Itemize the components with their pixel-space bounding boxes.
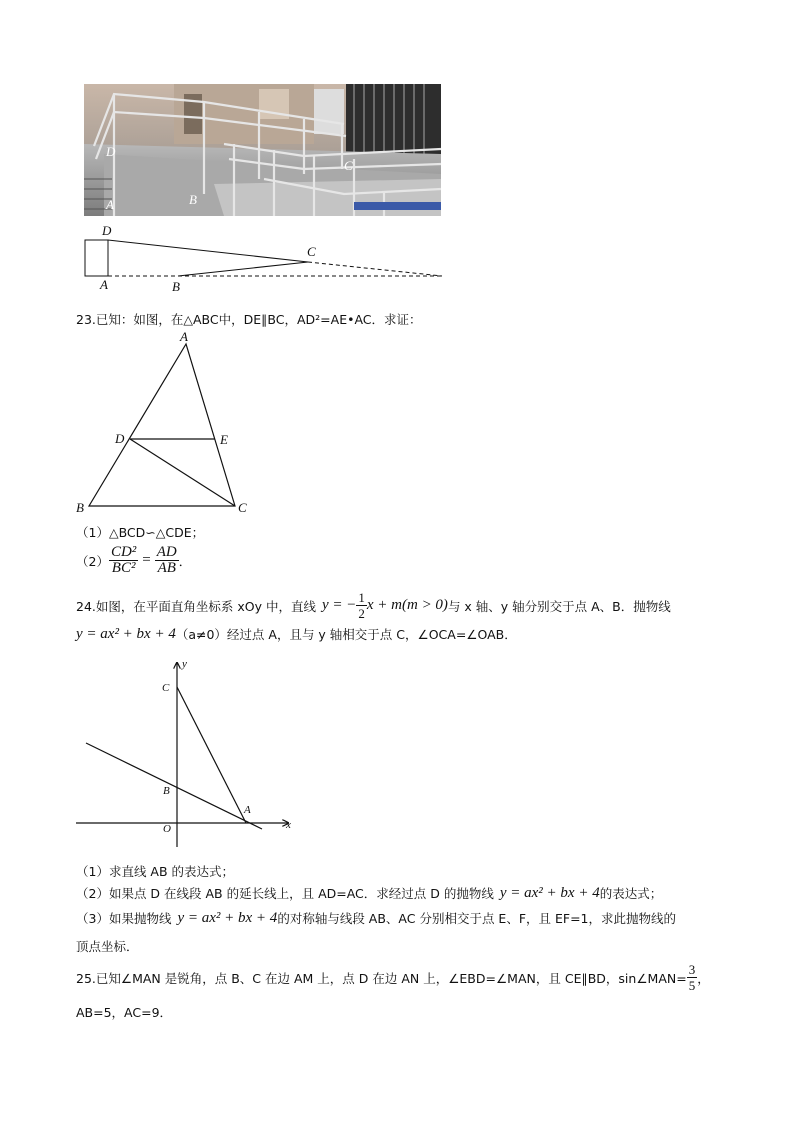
q24-stem-line2 bbox=[76, 625, 517, 643]
q24-part2 bbox=[76, 884, 662, 902]
photo-label-a: A bbox=[106, 197, 114, 212]
q25-frac bbox=[687, 962, 698, 993]
q23-frac2-den: AB bbox=[157, 560, 176, 576]
ramp-label-b: B bbox=[172, 279, 180, 294]
q23-part2-frac1 bbox=[109, 545, 138, 576]
q24-parabola: y = ax² + bx + 4 bbox=[76, 625, 176, 642]
ramp-label-d: D bbox=[102, 223, 112, 238]
q24-line-eq-pre: y = − bbox=[321, 597, 357, 613]
q24-part3 bbox=[76, 909, 676, 927]
q23-label-a: A bbox=[180, 329, 188, 344]
q25-stem-line1 bbox=[76, 962, 710, 993]
q24-part2-b: 的表达式； bbox=[599, 886, 663, 901]
ramp-label-c: C bbox=[307, 244, 316, 259]
ramp-diagram bbox=[80, 222, 450, 294]
q23-part2 bbox=[76, 545, 191, 576]
photo-label-c: C bbox=[344, 158, 353, 173]
q24-stem-line1 bbox=[76, 590, 671, 621]
q23-label-c: C bbox=[238, 500, 247, 515]
q23-figure bbox=[70, 328, 260, 520]
q25-stem-b: ， bbox=[697, 970, 710, 986]
q24-line-frac bbox=[356, 590, 367, 621]
q23-frac1-den: BC² bbox=[111, 560, 136, 576]
q24-part3-cont: 顶点坐标． bbox=[76, 939, 139, 954]
q24-part3-b: 的对称轴与线段 AB、AC 分别相交于点 E、F，且 EF=1，求此抛物线的 bbox=[277, 911, 676, 926]
q25-frac-den: 5 bbox=[688, 978, 696, 993]
q24-part2-a: （2）如果点 D 在线段 AB 的延长线上，且 AD=AC．求经过点 D 的抛物线 bbox=[76, 886, 494, 901]
q24-part3-a: （3）如果抛物线 bbox=[76, 911, 172, 926]
q23-frac1-num: CD² bbox=[110, 544, 137, 560]
q24-stem-b: 与 x 轴、y 轴分别交于点 A、B．抛物线 bbox=[447, 598, 671, 614]
q23-part1: （1）△BCD∽△CDE； bbox=[76, 525, 205, 540]
q24-label-o: O bbox=[163, 823, 171, 835]
ramp-label-a: A bbox=[100, 277, 108, 292]
q23-part2-frac2 bbox=[155, 545, 179, 576]
q23-label-d: D bbox=[115, 431, 125, 446]
q24-line-frac-num: 1 bbox=[358, 590, 365, 605]
q24-stem-a: 24.如图，在平面直角坐标系 xOy 中，直线 bbox=[76, 598, 316, 614]
q25-stem-a: 25.已知∠MAN 是锐角，点 B、C 在边 AM 上，点 D 在边 AN 上，∠EBD=∠MAN，且 CE∥BD，sin∠MAN= bbox=[76, 970, 687, 986]
q24-label-x: x bbox=[286, 819, 291, 831]
q23-part2-eq: = bbox=[142, 552, 151, 568]
q24-label-y: y bbox=[182, 658, 187, 670]
q24-label-a: A bbox=[244, 804, 251, 816]
q23-part2-end: ． bbox=[178, 553, 192, 569]
q24-stem-c: （a≠0）经过点 A，且与 y 轴相交于点 C，∠OCA=∠OAB． bbox=[175, 627, 517, 642]
q23-part2-prefix: （2） bbox=[76, 553, 109, 569]
q24-line-frac-den: 2 bbox=[358, 606, 365, 621]
q24-line-eq-post: x + m(m > 0) bbox=[366, 597, 448, 613]
photo-label-b: B bbox=[189, 192, 197, 207]
q24-figure bbox=[74, 655, 300, 855]
q24-part1: （1）求直线 AB 的表达式； bbox=[76, 864, 235, 879]
q25-line2: AB=5，AC=9． bbox=[76, 1005, 173, 1020]
q23-stem: 23.已知：如图，在△ABC中，DE∥BC，AD²=AE•AC．求证： bbox=[76, 312, 422, 327]
q25-frac-num: 3 bbox=[688, 962, 696, 977]
q23-label-b: B bbox=[76, 500, 84, 515]
q24-label-c: C bbox=[162, 682, 170, 694]
q24-label-b: B bbox=[163, 785, 170, 797]
ramp-photo bbox=[84, 84, 441, 216]
q24-part2-eq: y = ax² + bx + 4 bbox=[499, 884, 600, 901]
q23-label-e: E bbox=[220, 432, 228, 447]
photo-label-d: D bbox=[106, 144, 116, 159]
q24-part3-eq: y = ax² + bx + 4 bbox=[177, 909, 278, 926]
q23-frac2-num: AD bbox=[156, 544, 177, 560]
